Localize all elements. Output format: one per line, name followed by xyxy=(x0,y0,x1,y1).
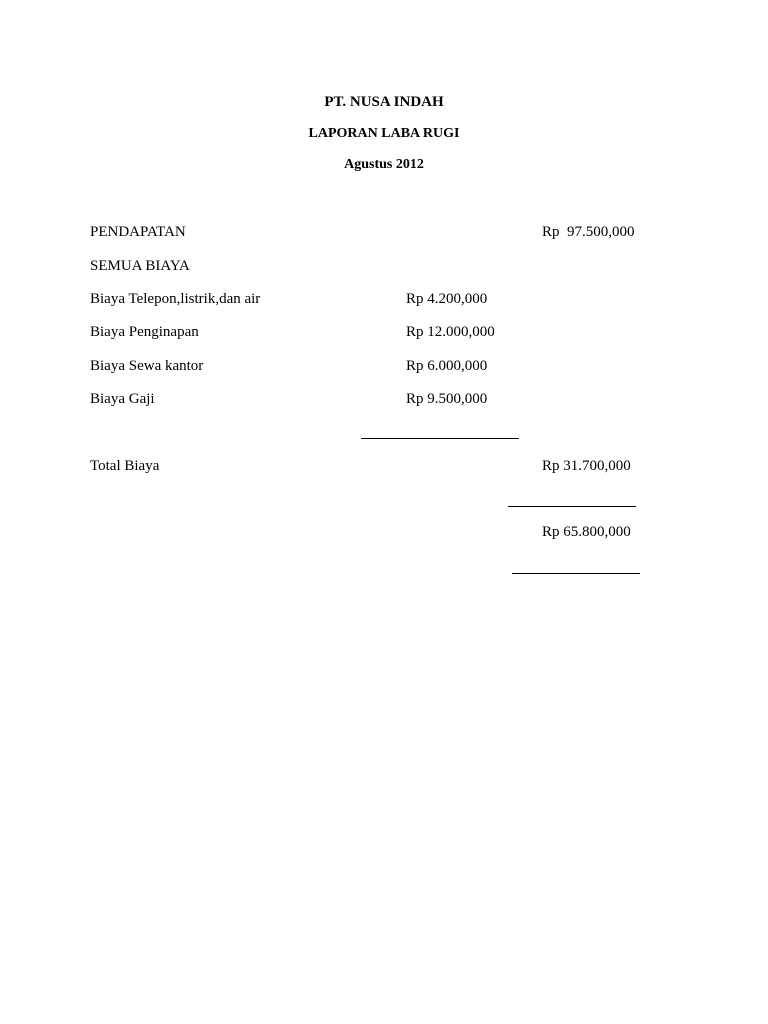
expense-amount: Rp 6.000,000 xyxy=(406,358,488,374)
expenses-sum-rule xyxy=(361,438,519,439)
net-income-amount: Rp 65.800,000 xyxy=(542,524,631,540)
expense-amount: Rp 9.500,000 xyxy=(406,391,488,407)
expenses-heading: SEMUA BIAYA xyxy=(90,258,190,274)
net-income-rule xyxy=(512,573,640,574)
total-expenses-label: Total Biaya xyxy=(90,458,160,474)
revenue-amount: Rp 97.500,000 xyxy=(542,224,635,240)
expense-label: Biaya Telepon,listrik,dan air xyxy=(90,291,261,307)
report-period: Agustus 2012 xyxy=(344,157,424,172)
total-expenses-amount: Rp 31.700,000 xyxy=(542,458,631,474)
total-rule xyxy=(508,506,636,507)
company-name: PT. NUSA INDAH xyxy=(324,94,444,110)
report-title: LAPORAN LABA RUGI xyxy=(308,126,460,141)
expense-label: Biaya Gaji xyxy=(90,391,155,407)
expense-label: Biaya Sewa kantor xyxy=(90,358,204,374)
expense-amount: Rp 12.000,000 xyxy=(406,324,495,340)
expense-amount: Rp 4.200,000 xyxy=(406,291,488,307)
revenue-label: PENDAPATAN xyxy=(90,224,186,240)
expense-label: Biaya Penginapan xyxy=(90,324,199,340)
